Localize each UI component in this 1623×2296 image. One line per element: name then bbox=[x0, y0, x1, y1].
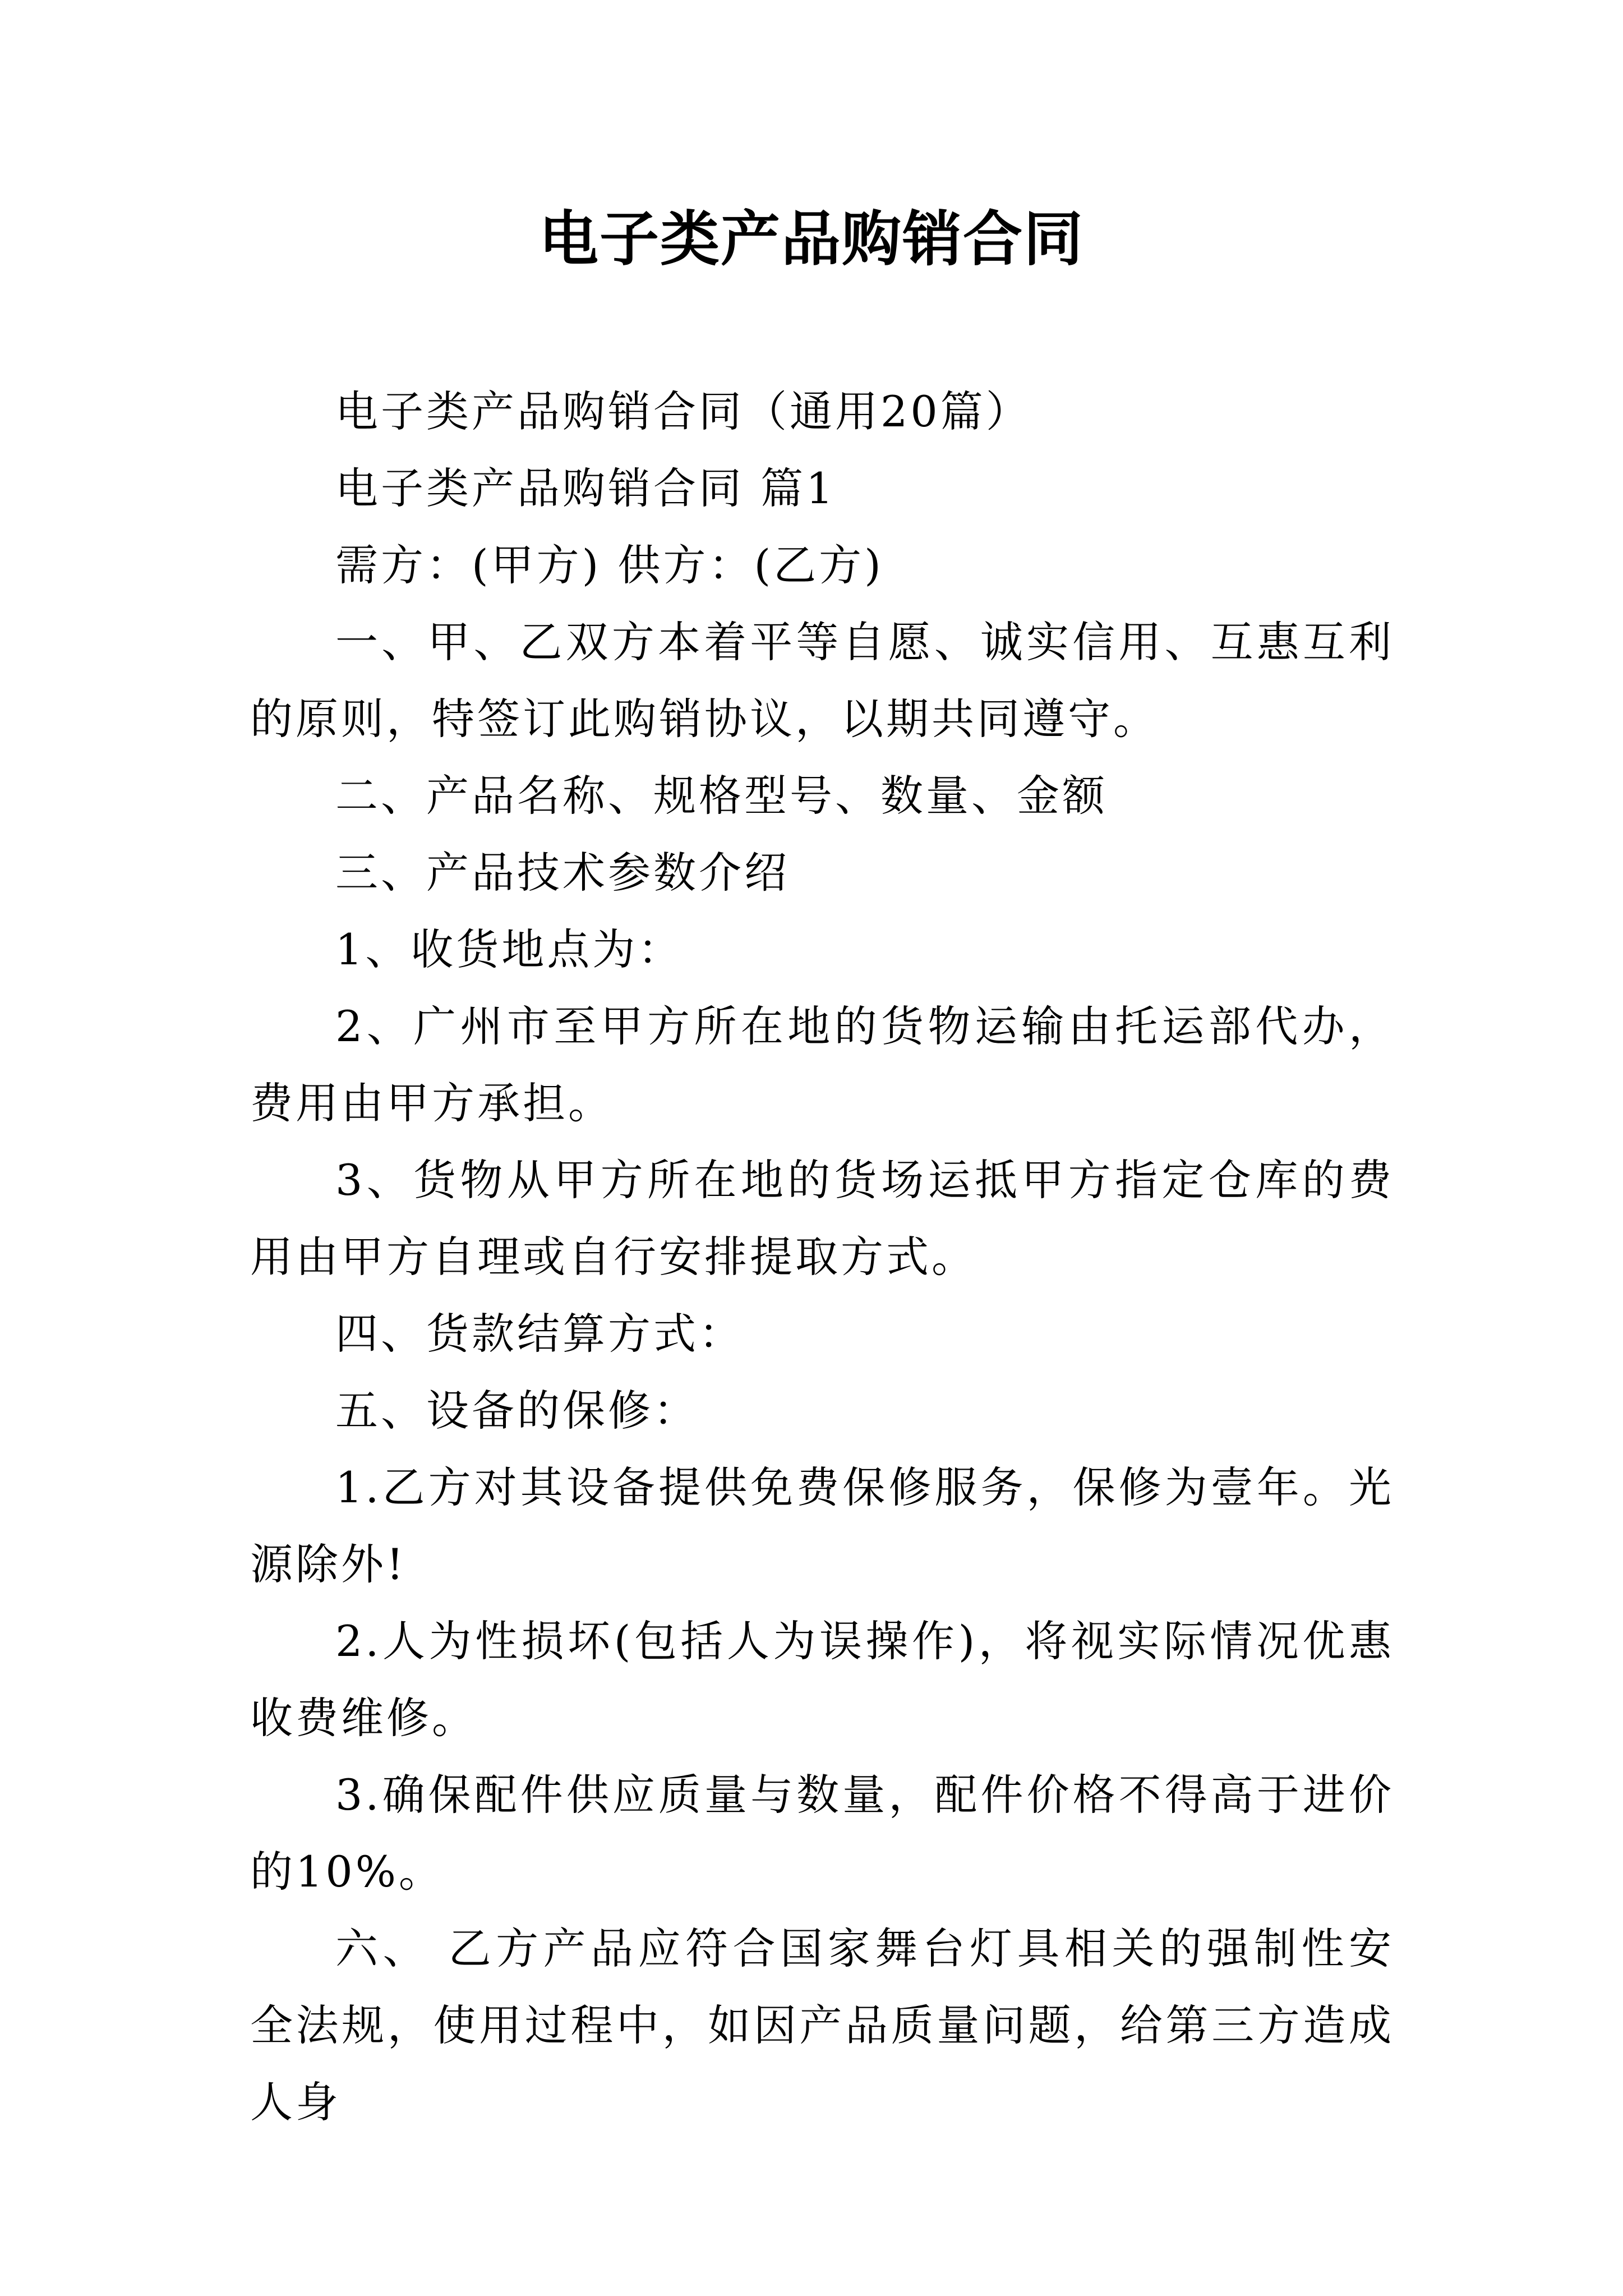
paragraph-section-heading: 电子类产品购销合同 篇1 bbox=[335, 463, 836, 513]
paragraph-clause-1: 一、甲、乙双方本着平等自愿、诚实信用、互惠互利的原则，特签订此购销协议，以期共同遵守。 bbox=[250, 617, 1394, 744]
paragraph-clause-5: 五、设备的保修： bbox=[335, 1386, 699, 1435]
paragraph-clause-2: 二、产品名称、规格型号、数量、金额 bbox=[335, 771, 1108, 821]
document-title: 电子类产品购销合同 bbox=[539, 205, 1084, 274]
paragraph-clause-3-item-1: 1、收货地点为： bbox=[335, 924, 684, 974]
paragraph-clause-5-item-1: 1.乙方对其设备提供免费保修服务，保修为壹年。光源除外! bbox=[250, 1462, 1394, 1589]
paragraph-subtitle: 电子类产品购销合同（通用20篇） bbox=[335, 386, 1031, 436]
paragraph-clause-5-item-2: 2.人为性损坏(包括人为误操作)，将视实际情况优惠收费维修。 bbox=[250, 1616, 1394, 1743]
paragraph-clause-3-item-3: 3、货物从甲方所在地的货场运抵甲方指定仓库的费用由甲方自理或自行安排提取方式。 bbox=[250, 1155, 1394, 1282]
paragraph-clause-4: 四、货款结算方式： bbox=[335, 1309, 744, 1359]
document-body bbox=[250, 373, 1394, 2141]
paragraph-clause-6: 六、 乙方产品应符合国家舞台灯具相关的强制性安全法规，使用过程中，如因产品质量问题，给第三方造成人身 bbox=[250, 1924, 1394, 2127]
paragraph-clause-5-item-3: 3.确保配件供应质量与数量，配件价格不得高于进价的10%。 bbox=[250, 1770, 1394, 1897]
paragraph-clause-3-item-2: 2、广州市至甲方所在地的货物运输由托运部代办，费用由甲方承担。 bbox=[250, 1001, 1394, 1128]
paragraph-parties: 需方：(甲方) 供方：(乙方) bbox=[335, 540, 884, 590]
paragraph-clause-3: 三、产品技术参数介绍 bbox=[335, 848, 790, 898]
